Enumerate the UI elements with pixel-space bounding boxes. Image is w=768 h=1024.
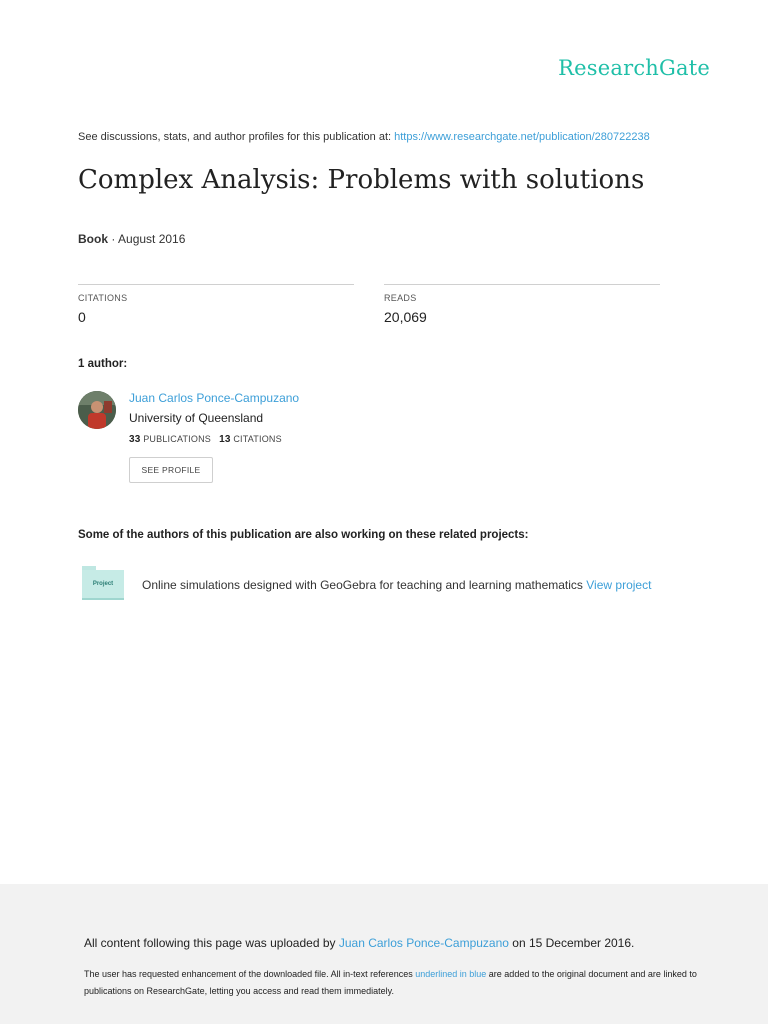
author-publications-label: PUBLICATIONS (143, 434, 211, 444)
reads-value: 20,069 (384, 309, 427, 325)
related-projects-heading: Some of the authors of this publication are also working on these related projects: (78, 529, 529, 541)
avatar-photo-icon (78, 391, 116, 429)
publication-title: Complex Analysis: Problems with solutions (78, 165, 645, 195)
author-stats (129, 434, 282, 445)
publication-meta (78, 232, 185, 246)
project-folder-icon[interactable] (82, 566, 124, 598)
publication-url-link[interactable]: https://www.researchgate.net/publication/280722238 (394, 131, 650, 143)
publication-date: · August 2016 (111, 232, 186, 246)
author-publications-count: 33 (129, 434, 141, 445)
see-profile-button[interactable]: SEE PROFILE (129, 457, 213, 483)
citations-stat (78, 284, 354, 325)
discussion-text: See discussions, stats, and author profiles for this publication at: (78, 131, 392, 143)
researchgate-logo[interactable]: ResearchGate (558, 56, 710, 80)
footer-uploaded-prefix: All content following this page was uploaded by (84, 936, 336, 950)
author-name-link[interactable]: Juan Carlos Ponce-Campuzano (129, 391, 300, 405)
author-institution: University of Queensland (129, 411, 264, 425)
project-description: Online simulations designed with GeoGebra for teaching and learning mathematics (142, 578, 583, 592)
citations-label: CITATIONS (78, 293, 128, 303)
footer (0, 884, 768, 1024)
reads-stat (384, 284, 660, 325)
footer-note (84, 966, 704, 1000)
view-project-link[interactable]: View project (586, 578, 652, 592)
footer-note-prefix: The user has requested enhancement of the downloaded file. All in-text references (84, 969, 413, 979)
footer-uploaded-suffix: on 15 December 2016. (512, 936, 635, 950)
project-folder-label: Project (82, 570, 124, 600)
author-citations-label: CITATIONS (233, 434, 282, 444)
author-citations-count: 13 (219, 434, 231, 445)
footer-note-link: underlined in blue (415, 969, 487, 979)
authors-heading: 1 author: (78, 358, 128, 370)
author-avatar[interactable] (78, 391, 116, 429)
discussion-line (78, 131, 650, 143)
reads-label: READS (384, 293, 417, 303)
citations-value: 0 (78, 309, 86, 325)
publication-type: Book (78, 232, 108, 246)
footer-note-suffix: are added to the original document and are linked to publications on ResearchGate, letting you access and read them immediately. (84, 969, 697, 996)
footer-uploaded-line (84, 936, 634, 950)
project-line (142, 578, 651, 592)
footer-uploader-link[interactable]: Juan Carlos Ponce-Campuzano (338, 936, 509, 950)
